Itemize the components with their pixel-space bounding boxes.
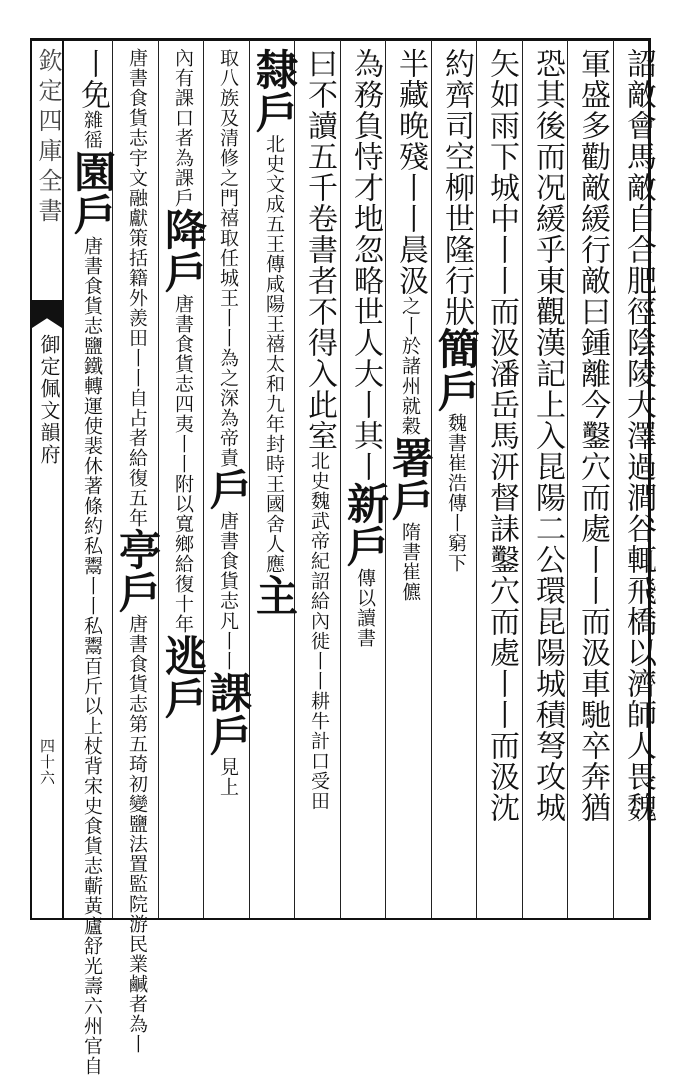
gutter-book-title: 御定佩文韻府 (37, 334, 61, 466)
entry-heading: 主 (250, 574, 299, 617)
text-column-6 (386, 48, 435, 908)
annotation-text: 唐書食貨志鹽鐵轉運使裴休著條約私鬻丨丨私鬻 (81, 236, 103, 656)
entry-heading: 園戶 (68, 150, 117, 236)
column-text: 恐其後而况緩乎東觀漢記上入昆陽二公環昆陽城積弩攻城 (530, 48, 565, 823)
column-text: 丨免 (75, 48, 110, 110)
column-text: 為務負恃才地忽略世人大丨其丨 (348, 48, 383, 482)
annotation-text: 內有課口者為課戶 (172, 48, 194, 208)
gutter-header: 欽定四庫全書 (34, 48, 62, 228)
entry-heading: 隸戶 (250, 48, 299, 134)
entry-heading: 逃戶 (159, 634, 208, 720)
entry-heading: 署戶 (386, 436, 435, 522)
annotation-text: 北史文成五王傳咸陽王禧太和九年封時王國舍人應 (263, 134, 285, 574)
text-column-2 (572, 48, 612, 908)
annotation-text: 附以寬鄉給復十年 (172, 474, 194, 634)
gutter-divider (62, 38, 64, 920)
text-column-13 (68, 48, 117, 1076)
annotation-text: 之丨於諸州就穀 (399, 296, 421, 436)
entry-heading: 課戶 (204, 671, 253, 757)
entry-heading: 戶 (204, 468, 253, 511)
text-column-4 (481, 48, 521, 908)
column-rule (522, 40, 523, 918)
annotation-text: 唐書食貨志宇文融獻策括籍 (126, 48, 148, 288)
text-column-1 (618, 48, 658, 908)
column-text: 詔敵會馬敵自合肥徑陰陵大澤過澗谷輒飛橋以濟師人畏魏 (621, 48, 656, 823)
annotation-text: 唐書食貨志第五琦初變鹽 (126, 614, 148, 834)
annotation-text: 雜徭 (81, 110, 103, 150)
fish-tail-mark (32, 300, 62, 328)
frame-bottom-rule (30, 918, 650, 920)
annotation-text: 取八族及清修之門禧取任城王丨丨為之深為帝責 (217, 48, 239, 468)
annotation-text: 百斤以上杖背宋史食貨志蘄黃廬舒光壽六州官自 (81, 656, 103, 1076)
frame-left-rule (30, 38, 32, 920)
text-column-8 (299, 48, 339, 908)
text-column-9 (250, 48, 299, 908)
annotation-text: 徙丨丨耕牛計口受田 (308, 631, 330, 811)
text-column-3 (527, 48, 567, 908)
text-column-11 (159, 48, 208, 908)
annotation-text: 傳以讀書 (354, 568, 376, 648)
column-rule (294, 40, 295, 918)
text-column-10 (204, 48, 253, 908)
text-column-5 (432, 48, 481, 908)
gutter-page-number: 四十六 (38, 738, 56, 786)
entry-heading: 亭戶 (113, 528, 162, 614)
text-column-7 (341, 48, 390, 908)
column-rule (476, 40, 477, 918)
column-rule (340, 40, 341, 918)
text-column-12 (113, 48, 162, 1054)
annotation-text: 唐書食貨志四夷丨丨 (172, 294, 194, 474)
column-text: 半藏晚殘丨丨晨汲 (393, 48, 428, 296)
annotation-text: 上 (217, 777, 239, 797)
entry-heading: 降戶 (159, 208, 208, 294)
column-text: 約齊司空柳世隆行狀 (439, 48, 474, 327)
column-text: 軍盛多勸敵緩行敵曰鍾離今鑿穴而處丨丨而汲車馳卒奔猶 (575, 48, 610, 823)
annotation-text: 法置監院游民業鹹者為丨 (126, 834, 148, 1054)
column-text: 曰不讀五千卷書者不得入此室 (302, 48, 337, 451)
column-rule (613, 40, 614, 918)
annotation-text: 外羨田丨丨自占者給復五年 (126, 288, 148, 528)
column-rule (567, 40, 568, 918)
column-rule (158, 40, 159, 918)
annotation-text: 見 (217, 757, 239, 777)
annotation-text: 魏書崔浩傳丨窮下 (445, 413, 467, 573)
annotation-text: 北史魏武帝紀詔給內 (308, 451, 330, 631)
entry-heading: 新戶 (341, 482, 390, 568)
annotation-text: 唐書食貨志凡丨丨 (217, 511, 239, 671)
column-text: 矢如雨下城中丨丨而汲潘岳馬汧督誄鑿穴而處丨丨而汲沈 (484, 48, 519, 823)
entry-heading: 簡戶 (432, 327, 481, 413)
annotation-text: 隋書崔儦 (399, 522, 421, 602)
